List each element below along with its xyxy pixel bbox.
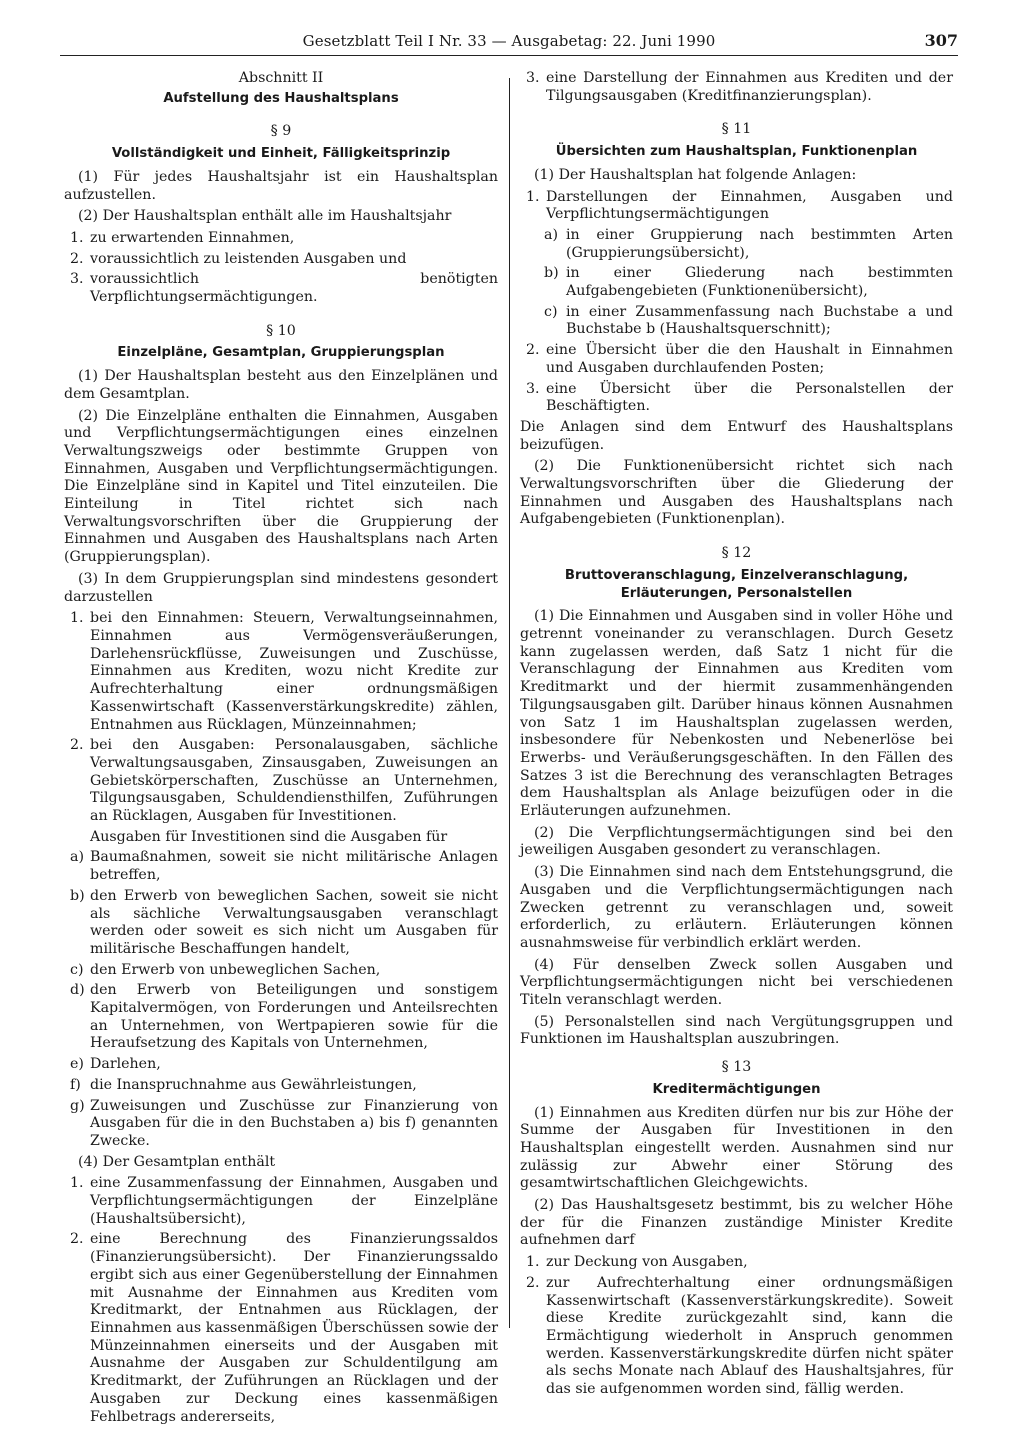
item-text: Darstellungen der Einnahmen, Ausgaben und Verpflichtungsermächtigungen: [546, 188, 953, 223]
section-10-title: Einzelpläne, Gesamtplan, Gruppierungsplan: [117, 345, 445, 361]
item-text: den Erwerb von Beteiligungen und sonstigem Kapitalvermögen, von Forderungen und Anteilsrechten an Unternehmen, von Wertpapieren sowie für die Heraufsetzung des Kapitals von Unternehmen,: [90, 982, 498, 1052]
item-text: eine Zusammenfassung der Einnahmen, Ausgaben und Verpflichtungsermächtigungen der Einzelpläne (Haushaltsübersicht),: [90, 1175, 498, 1227]
section-12-sign: § 12: [721, 545, 752, 562]
section-11-anlagen-note: Die Anlagen sind dem Entwurf des Haushaltsplans beizufügen.: [520, 418, 953, 453]
item-text: zu erwartenden Einnahmen,: [90, 229, 295, 246]
item-text: in einer Gruppierung nach bestimmten Arten (Gruppierungsübersicht),: [566, 226, 953, 261]
section-13-para-2: (2) Das Haushaltsgesetz bestimmt, bis zu welcher Höhe der für die Finanzen zuständige Minister Kredite aufnehmen darf: [520, 1197, 953, 1249]
section-9-para-2: (2) Der Haushaltsplan enthält alle im Haushaltsjahr: [78, 208, 452, 225]
section-10-para-1: (1) Der Haushaltsplan besteht aus den Einzelplänen und dem Gesamtplan.: [64, 368, 498, 402]
section-13-sign: § 13: [721, 1059, 752, 1076]
invest-intro: Ausgaben für Investitionen sind die Ausgaben für: [90, 828, 448, 845]
list-item: [520, 1254, 953, 1272]
item-label: g): [70, 1097, 85, 1114]
item-label: 2.: [70, 1231, 84, 1248]
sub-list-item: [520, 227, 953, 262]
item-label: 3.: [70, 271, 84, 288]
section-9-sign: § 9: [270, 123, 292, 140]
item-label: 2.: [526, 1274, 540, 1291]
list-item: [64, 849, 498, 884]
sub-list-item: [520, 265, 953, 300]
item-label: 2.: [526, 342, 540, 359]
left-column: [64, 70, 498, 1429]
item-text: den Erwerb von unbeweglichen Sachen,: [90, 961, 381, 978]
section-10-para-2: (2) Die Einzelpläne enthalten die Einnahmen, Ausgaben und Verpflichtungsermächtigungen eines einzelnen Verwaltungszweigs oder bestimmte Gruppen von Einnahmen, Ausgaben und Verpflichtungsermächtigungen. Die Einzelpläne sind in Kapitel und Titel einzuteilen. Die Einteilung in Titel richtet sich nach Verwaltungsvorschriften über die Gruppierung der Einnahmen und Ausgaben des Haushaltsplans nach Arten (Gruppierungsplan).: [64, 407, 498, 566]
list-item: [64, 610, 498, 734]
item-text: eine Übersicht über die Personalstellen der Beschäftigten.: [546, 380, 953, 415]
list-item: [64, 1175, 498, 1228]
item-text: den Erwerb von beweglichen Sachen, soweit sie nicht als sächliche Verwaltungsausgaben veranschlagt werden oder soweit es sich nicht um Ausgaben für militärische Beschaffungen handelt,: [90, 887, 498, 957]
item-label: 3.: [526, 70, 540, 86]
section-11-sign: § 11: [721, 121, 752, 138]
item-label: 2.: [70, 250, 84, 267]
list-item: [520, 342, 953, 377]
item-text: bei den Ausgaben: Personalausgaben, sächliche Verwaltungsausgaben, Zinsausgaben, Zuweisungen an Gebietskörperschaften, Zuschüsse an Unternehmen, Tilgungsausgaben, Schuldendiensthilfen, Zuführungen an Rücklagen, Ausgaben für Investitionen.: [90, 737, 498, 825]
item-text: Zuweisungen und Zuschüsse zur Finanzierung von Ausgaben für die in den Buchstaben a) bis f) genannten Zwecke.: [90, 1097, 498, 1149]
list-item: [64, 1098, 498, 1151]
list-item: [64, 962, 498, 980]
item-label: f): [70, 1076, 81, 1093]
section-13-para-1: (1) Einnahmen aus Krediten dürfen nur bis zur Höhe der Summe der Ausgaben für Investitionen in den Haushaltsplan eingestellt werden. Ausnahmen sind nur zulässig zur Abwehr einer Störung des gesamtwirtschaftlichen Gleichgewichts.: [520, 1104, 953, 1192]
running-title: Gesetzblatt Teil I Nr. 33 — Ausgabetag: 22. Juni 1990: [302, 32, 716, 50]
header-rule: [60, 55, 958, 56]
item-label: b): [544, 265, 559, 282]
list-item: [520, 70, 953, 105]
running-header: [60, 22, 958, 62]
list-item: [520, 189, 953, 224]
item-label: 3.: [526, 380, 540, 397]
item-text: bei den Einnahmen: Steuern, Verwaltungseinnahmen, Einnahmen aus Vermögensveräußerungen, Darlehensrückflüsse, Zuweisungen und Zuschüsse, Einnahmen aus Krediten, wozu nicht Kredite zur Aufrechterhaltung einer ordnungsmäßigen Kassenwirtschaft (Kassenverstärkungskredite) zählen, Entnahmen aus Rücklagen, Münzeinnahmen;: [90, 610, 498, 733]
item-label: c): [544, 303, 558, 320]
section-10-sign: § 10: [266, 322, 296, 339]
abschnitt-label: Abschnitt II: [238, 70, 324, 86]
section-9-para-1: (1) Für jedes Haushaltsjahr ist ein Haushaltsplan aufzustellen.: [64, 168, 498, 203]
item-label: b): [70, 887, 85, 904]
item-text: Baumaßnahmen, soweit sie nicht militärische Anlagen betreffen,: [90, 849, 498, 884]
column-divider: [509, 78, 510, 1328]
section-12-para-1: (1) Die Einnahmen und Ausgaben sind in voller Höhe und getrennt voneinander zu veranschlagen. Durch Gesetz kann zugelassen werden, daß Satz 1 nicht für die Veranschlagung der Einnahmen aus Krediten vom Kreditmarkt und der hiermit zusammenhängenden Tilgungsausgaben gilt. Darüber hinaus können Ausnahmen von Satz 1 im Haushaltsplan zugelassen werden, insbesondere für Nebenkosten und Nebenerlöse bei Erwerbs- und Veräußerungsgeschäften. In den Fällen des Satzes 3 ist die Berechnung des veranschlagten Betrages dem Haushaltsplan als Anlage beizufügen oder in die Erläuterungen aufzunehmen.: [520, 608, 953, 820]
item-text: Darlehen,: [90, 1056, 161, 1073]
list-item: [64, 888, 498, 959]
list-item: [520, 1275, 953, 1399]
list-item: [64, 1077, 498, 1095]
list-item: [64, 1056, 498, 1074]
item-label: c): [70, 961, 84, 978]
sub-list-item: [520, 304, 953, 339]
item-text: zur Aufrechterhaltung einer ordnungsmäßigen Kassenwirtschaft (Kassenverstärkungskredite). Soweit diese Kredite zurückgezahlt sind, kann die Ermächtigung wiederholt in Anspruch genommen werden. Kassenverstärkungskredite dürfen nicht später als sechs Monate nach Ablauf des Haushaltsjahres, für das sie aufgenommen worden sind, fällig werden.: [546, 1274, 953, 1398]
list-item: [64, 1231, 498, 1426]
item-label: a): [544, 226, 558, 243]
page-number: 307: [924, 31, 958, 50]
item-label: 1.: [70, 610, 84, 627]
section-13-title: Kreditermächtigungen: [652, 1081, 821, 1097]
item-text: eine Übersicht über die den Haushalt in Einnahmen und Ausgaben durchlaufenden Posten;: [546, 342, 953, 376]
right-column: [520, 70, 953, 1402]
list-item: [64, 230, 498, 248]
item-label: d): [70, 982, 85, 999]
item-text: eine Berechnung des Finanzierungssaldos (Finanzierungsübersicht). Der Finanzierungssaldo ergibt sich aus einer Gegenüberstellung der Einnahmen mit Ausnahme der Einnahmen aus Krediten vom Kreditmarkt, der Entnahmen aus Rücklagen, der Einnahmen aus kassenmäßigen Überschüssen sowie der Münzeinnahmen einerseits und der Ausgaben mit Ausnahme der Ausgaben zur Schuldentilgung am Kreditmarkt, der Zuführungen an Rücklagen und der Ausgaben zur Deckung eines kassenmäßigen Fehlbetrags andererseits,: [90, 1231, 498, 1425]
item-text: die Inanspruchnahme aus Gewährleistungen,: [90, 1076, 417, 1093]
section-12-para-5: (5) Personalstellen sind nach Vergütungsgruppen und Funktionen im Haushaltsplan auszubringen.: [520, 1013, 953, 1048]
item-text: zur Deckung von Ausgaben,: [546, 1254, 748, 1271]
section-12-para-4: (4) Für denselben Zweck sollen Ausgaben und Verpflichtungsermächtigungen nicht bei verschiedenen Titeln veranschlagt werden.: [520, 956, 953, 1009]
item-text: in einer Gliederung nach bestimmten Aufgabengebieten (Funktionenübersicht),: [566, 265, 953, 300]
item-label: 1.: [526, 1254, 540, 1271]
section-12-para-3: (3) Die Einnahmen sind nach dem Entstehungsgrund, die Ausgaben und die Verpflichtungsermächtigungen nach Zwecken getrennt zu veranschlagen und, soweit erforderlich, zu erläutern. Erläuterungen können ausnahmsweise für verbindlich erklärt werden.: [520, 864, 953, 951]
section-9-title: Vollständigkeit und Einheit, Fälligkeitsprinzip: [111, 146, 451, 162]
section-11-title: Übersichten zum Haushaltsplan, Funktionenplan: [555, 144, 918, 160]
list-item: [64, 251, 498, 269]
section-12-title: Bruttoveranschlagung, Einzelveranschlagung, Erläuterungen, Personalstellen: [564, 567, 909, 601]
section-11-para-1: (1) Der Haushaltsplan hat folgende Anlagen:: [534, 166, 857, 183]
item-label: 1.: [70, 1175, 84, 1192]
list-item: [64, 982, 498, 1053]
list-item: [64, 737, 498, 826]
item-label: a): [70, 849, 84, 866]
item-label: 2.: [70, 737, 84, 754]
list-item: [64, 271, 498, 306]
section-12-para-2: (2) Die Verpflichtungsermächtigungen sind bei den jeweiligen Ausgaben gesondert zu veranschlagen.: [520, 824, 953, 859]
item-text: in einer Zusammenfassung nach Buchstabe a und Buchstabe b (Haushaltsquerschnitt);: [566, 303, 953, 338]
item-label: 1.: [526, 188, 540, 205]
item-text: eine Darstellung der Einnahmen aus Krediten und der Tilgungsausgaben (Kreditfinanzierungsplan).: [546, 70, 953, 104]
item-text: voraussichtlich benötigten Verpflichtungsermächtigungen.: [90, 271, 498, 306]
section-11-para-2: (2) Die Funktionenübersicht richtet sich nach Verwaltungsvorschriften über die Gliederung der Einnahmen und Ausgaben des Haushaltsplans nach Aufgabengebieten (Funktionenplan).: [520, 458, 953, 528]
section-10-para-3: (3) In dem Gruppierungsplan sind mindestens gesondert darzustellen: [64, 570, 498, 605]
list-item: [520, 381, 953, 416]
item-text: voraussichtlich zu leistenden Ausgaben und: [90, 250, 407, 267]
section-10-para-4: (4) Der Gesamtplan enthält: [78, 1153, 276, 1170]
abschnitt-title: Aufstellung des Haushaltsplans: [163, 90, 399, 106]
item-label: e): [70, 1056, 84, 1073]
item-label: 1.: [70, 229, 84, 246]
